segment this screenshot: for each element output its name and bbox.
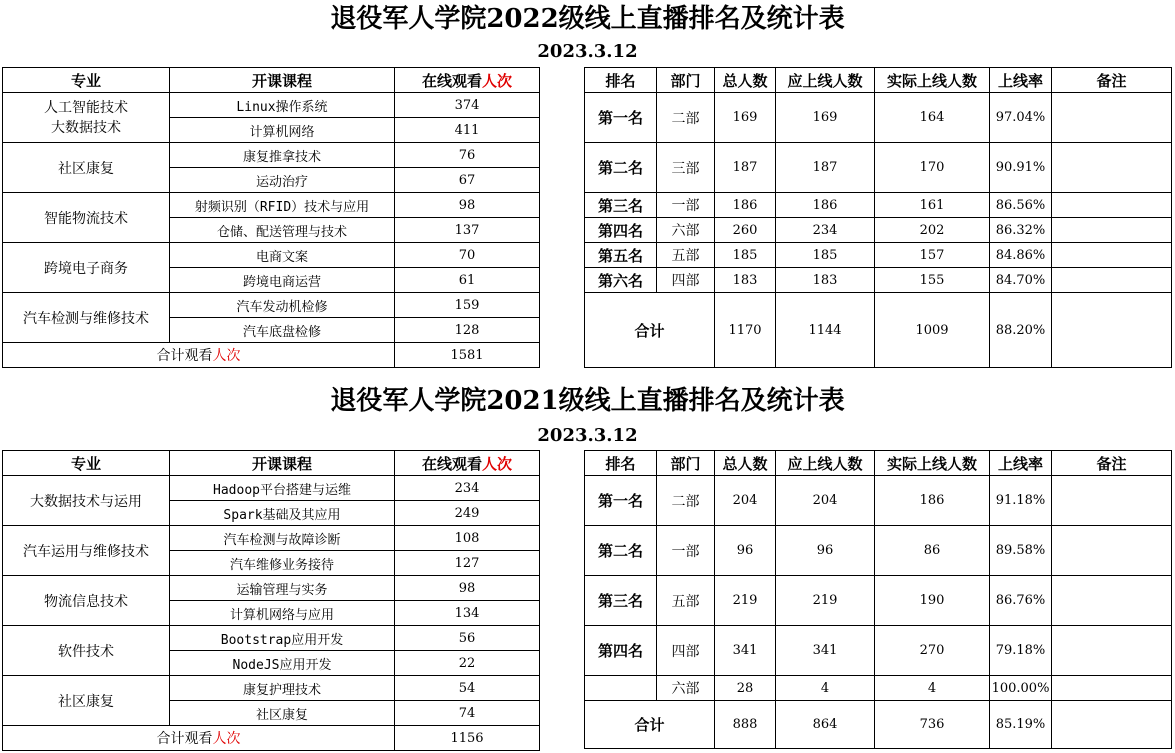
section2-course-table — [2, 450, 540, 751]
header-views-suffix: 人次 — [482, 454, 513, 473]
views-cell: 74 — [395, 701, 540, 726]
course-cell: 射频识别（RFID）技术与应用 — [170, 193, 395, 218]
course-cell: Spark基础及其应用 — [170, 501, 395, 526]
rate-sum: 88.20% — [990, 293, 1052, 368]
course-cell: 运动治疗 — [170, 168, 395, 193]
rank-cell: 第三名 — [585, 576, 657, 626]
header-total: 总人数 — [715, 451, 776, 476]
expected-cell: 96 — [776, 526, 875, 576]
actual-cell: 164 — [875, 93, 990, 143]
total-label: 合计 — [585, 293, 715, 368]
rank-cell: 第二名 — [585, 526, 657, 576]
header-views — [395, 68, 540, 93]
rank-cell: 第四名 — [585, 218, 657, 243]
expected-cell: 219 — [776, 576, 875, 626]
actual-cell: 155 — [875, 268, 990, 293]
rate-cell: 89.58% — [990, 526, 1052, 576]
dept-cell: 六部 — [657, 218, 715, 243]
views-cell: 234 — [395, 476, 540, 501]
expected-sum: 1144 — [776, 293, 875, 368]
course-cell: 计算机网络 — [170, 118, 395, 143]
dept-cell: 二部 — [657, 476, 715, 526]
header-major: 专业 — [3, 451, 170, 476]
dept-cell: 一部 — [657, 193, 715, 218]
header-views-prefix: 在线观看 — [421, 71, 482, 90]
rate-cell: 97.04% — [990, 93, 1052, 143]
course-cell: 汽车底盘检修 — [170, 318, 395, 343]
rank-cell: 第三名 — [585, 193, 657, 218]
section1-title: 退役军人学院2022级线上直播排名及统计表 — [330, 4, 845, 34]
views-cell: 128 — [395, 318, 540, 343]
total-cell: 185 — [715, 243, 776, 268]
expected-cell: 185 — [776, 243, 875, 268]
rank-cell: 第六名 — [585, 268, 657, 293]
actual-cell: 186 — [875, 476, 990, 526]
total-views-prefix: 合计观看 — [156, 348, 213, 364]
section1-ranking-table — [584, 67, 1172, 368]
note-cell — [1052, 476, 1172, 526]
rate-cell: 86.32% — [990, 218, 1052, 243]
total-cell: 204 — [715, 476, 776, 526]
dept-cell: 四部 — [657, 626, 715, 676]
rate-cell: 90.91% — [990, 143, 1052, 193]
rank-cell: 第一名 — [585, 476, 657, 526]
rate-cell: 100.00% — [990, 676, 1052, 701]
total-views-prefix: 合计观看 — [156, 731, 213, 747]
course-cell: 跨境电商运营 — [170, 268, 395, 293]
expected-cell: 187 — [776, 143, 875, 193]
note-cell — [1052, 193, 1172, 218]
major-cell: 人工智能技术 大数据技术 — [3, 93, 170, 143]
actual-cell: 4 — [875, 676, 990, 701]
actual-cell: 190 — [875, 576, 990, 626]
header-course: 开课课程 — [170, 68, 395, 93]
course-cell: 康复推拿技术 — [170, 143, 395, 168]
header-total: 总人数 — [715, 68, 776, 93]
major-cell: 智能物流技术 — [3, 193, 170, 243]
course-cell: 电商文案 — [170, 243, 395, 268]
dept-cell: 四部 — [657, 268, 715, 293]
course-cell: 汽车检测与故障诊断 — [170, 526, 395, 551]
total-views-label — [3, 343, 395, 368]
total-cell: 186 — [715, 193, 776, 218]
header-dept: 部门 — [657, 68, 715, 93]
major-cell: 汽车运用与维修技术 — [3, 526, 170, 576]
header-note: 备注 — [1052, 68, 1172, 93]
header-views-prefix: 在线观看 — [421, 454, 482, 473]
note-cell — [1052, 268, 1172, 293]
note-cell — [1052, 576, 1172, 626]
course-cell: 汽车维修业务接待 — [170, 551, 395, 576]
dept-cell: 六部 — [657, 676, 715, 701]
header-expected: 应上线人数 — [776, 451, 875, 476]
views-cell: 61 — [395, 268, 540, 293]
major-cell: 汽车检测与维修技术 — [3, 293, 170, 343]
rate-cell: 79.18% — [990, 626, 1052, 676]
views-cell: 374 — [395, 93, 540, 118]
views-cell: 134 — [395, 601, 540, 626]
views-cell: 76 — [395, 143, 540, 168]
dept-cell: 一部 — [657, 526, 715, 576]
total-cell: 28 — [715, 676, 776, 701]
note-cell — [1052, 243, 1172, 268]
course-cell: 运输管理与实务 — [170, 576, 395, 601]
major-cell: 软件技术 — [3, 626, 170, 676]
section1-course-table — [2, 67, 540, 368]
major-cell: 社区康复 — [3, 676, 170, 726]
total-cell: 260 — [715, 218, 776, 243]
views-cell: 127 — [395, 551, 540, 576]
course-cell: 计算机网络与应用 — [170, 601, 395, 626]
total-cell: 341 — [715, 626, 776, 676]
rank-cell: 第一名 — [585, 93, 657, 143]
note-cell — [1052, 93, 1172, 143]
views-cell: 249 — [395, 501, 540, 526]
total-cell: 187 — [715, 143, 776, 193]
header-rank: 排名 — [585, 451, 657, 476]
note-cell — [1052, 626, 1172, 676]
header-major: 专业 — [3, 68, 170, 93]
dept-cell: 五部 — [657, 243, 715, 268]
views-cell: 98 — [395, 193, 540, 218]
actual-cell: 170 — [875, 143, 990, 193]
expected-cell: 4 — [776, 676, 875, 701]
dept-cell: 二部 — [657, 93, 715, 143]
views-cell: 22 — [395, 651, 540, 676]
header-rank: 排名 — [585, 68, 657, 93]
major-cell: 社区康复 — [3, 143, 170, 193]
note-cell — [1052, 143, 1172, 193]
note-sum — [1052, 293, 1172, 368]
total-cell: 96 — [715, 526, 776, 576]
total-views-suffix: 人次 — [212, 348, 241, 364]
rate-cell: 84.70% — [990, 268, 1052, 293]
actual-cell: 202 — [875, 218, 990, 243]
course-cell: Linux操作系统 — [170, 93, 395, 118]
rate-cell: 91.18% — [990, 476, 1052, 526]
total-views-label — [3, 726, 395, 751]
note-sum — [1052, 701, 1172, 749]
expected-cell: 183 — [776, 268, 875, 293]
header-actual: 实际上线人数 — [875, 451, 990, 476]
total-sum: 888 — [715, 701, 776, 749]
views-cell: 70 — [395, 243, 540, 268]
major-cell: 跨境电子商务 — [3, 243, 170, 293]
expected-cell: 204 — [776, 476, 875, 526]
actual-cell: 161 — [875, 193, 990, 218]
course-cell: 社区康复 — [170, 701, 395, 726]
views-cell: 137 — [395, 218, 540, 243]
header-note: 备注 — [1052, 451, 1172, 476]
course-cell: Hadoop平台搭建与运维 — [170, 476, 395, 501]
rate-cell: 84.86% — [990, 243, 1052, 268]
expected-cell: 234 — [776, 218, 875, 243]
rate-cell: 86.56% — [990, 193, 1052, 218]
total-sum: 1170 — [715, 293, 776, 368]
header-actual: 实际上线人数 — [875, 68, 990, 93]
views-cell: 67 — [395, 168, 540, 193]
total-views-value: 1581 — [395, 343, 540, 368]
course-cell: 仓储、配送管理与技术 — [170, 218, 395, 243]
rate-sum: 85.19% — [990, 701, 1052, 749]
rank-cell: 第二名 — [585, 143, 657, 193]
note-cell — [1052, 218, 1172, 243]
views-cell: 411 — [395, 118, 540, 143]
views-cell: 54 — [395, 676, 540, 701]
header-dept: 部门 — [657, 451, 715, 476]
total-cell: 183 — [715, 268, 776, 293]
actual-cell: 86 — [875, 526, 990, 576]
expected-cell: 186 — [776, 193, 875, 218]
views-cell: 98 — [395, 576, 540, 601]
actual-sum: 736 — [875, 701, 990, 749]
total-label: 合计 — [585, 701, 715, 749]
course-cell: NodeJS应用开发 — [170, 651, 395, 676]
section2-ranking-table — [584, 450, 1172, 749]
header-rate: 上线率 — [990, 68, 1052, 93]
total-cell: 169 — [715, 93, 776, 143]
rank-cell — [585, 676, 657, 701]
rank-cell: 第五名 — [585, 243, 657, 268]
header-views-suffix: 人次 — [482, 71, 513, 90]
expected-cell: 341 — [776, 626, 875, 676]
dept-cell: 五部 — [657, 576, 715, 626]
expected-cell: 169 — [776, 93, 875, 143]
header-expected: 应上线人数 — [776, 68, 875, 93]
header-views — [395, 451, 540, 476]
rank-cell: 第四名 — [585, 626, 657, 676]
major-cell: 大数据技术与运用 — [3, 476, 170, 526]
expected-sum: 864 — [776, 701, 875, 749]
section1-date: 2023.3.12 — [537, 41, 638, 62]
dept-cell: 三部 — [657, 143, 715, 193]
note-cell — [1052, 676, 1172, 701]
total-views-suffix: 人次 — [212, 731, 241, 747]
views-cell: 159 — [395, 293, 540, 318]
note-cell — [1052, 526, 1172, 576]
total-views-value: 1156 — [395, 726, 540, 751]
major-cell: 物流信息技术 — [3, 576, 170, 626]
course-cell: Bootstrap应用开发 — [170, 626, 395, 651]
total-cell: 219 — [715, 576, 776, 626]
actual-sum: 1009 — [875, 293, 990, 368]
actual-cell: 157 — [875, 243, 990, 268]
course-cell: 康复护理技术 — [170, 676, 395, 701]
header-rate: 上线率 — [990, 451, 1052, 476]
actual-cell: 270 — [875, 626, 990, 676]
section2-date: 2023.3.12 — [537, 425, 638, 446]
header-course: 开课课程 — [170, 451, 395, 476]
views-cell: 108 — [395, 526, 540, 551]
views-cell: 56 — [395, 626, 540, 651]
section2-title: 退役军人学院2021级线上直播排名及统计表 — [330, 386, 845, 416]
rate-cell: 86.76% — [990, 576, 1052, 626]
course-cell: 汽车发动机检修 — [170, 293, 395, 318]
